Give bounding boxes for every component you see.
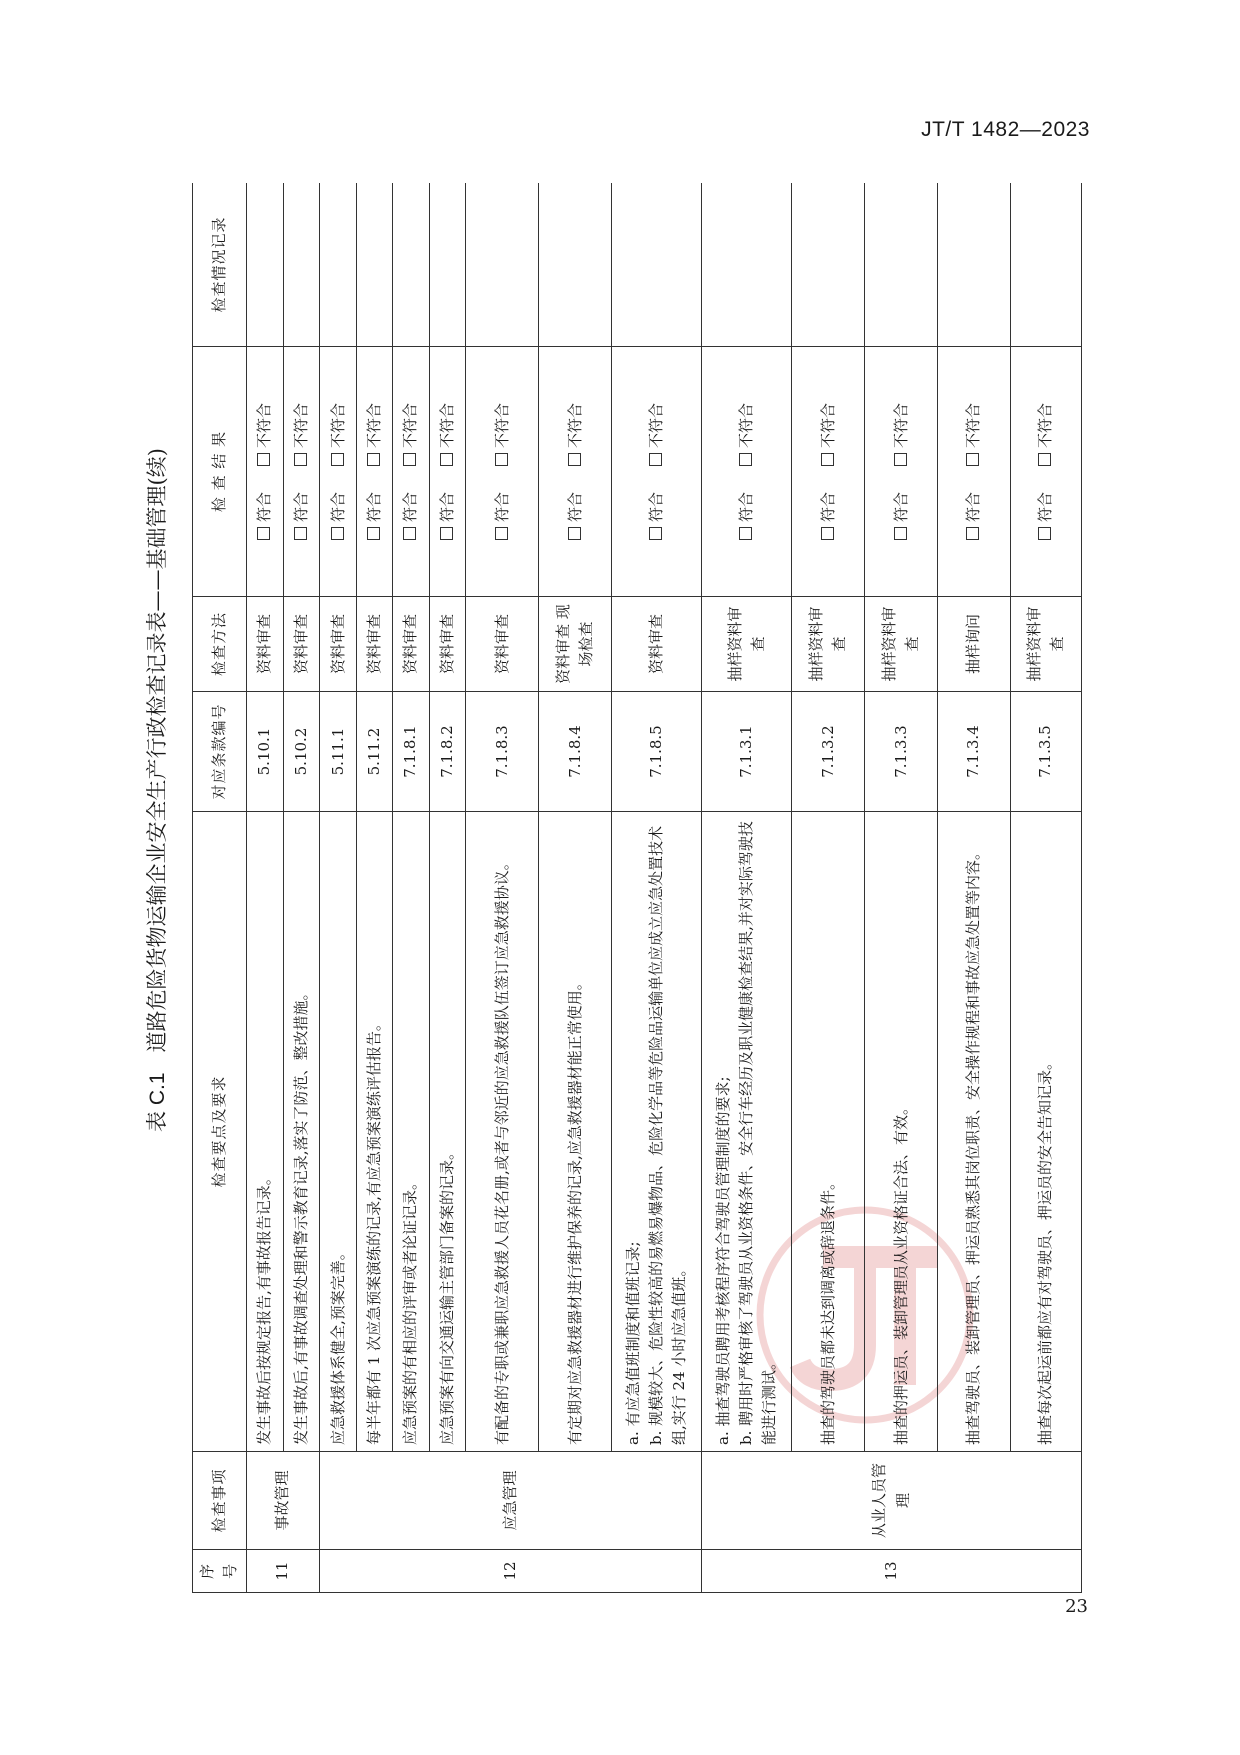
requirement-cell: 有定期对应急救援器材进行维护保养的记录,应急救援器材能正常使用。 xyxy=(539,812,612,1452)
clause-cell: 7.1.3.1 xyxy=(702,692,792,812)
table-row xyxy=(356,183,392,1593)
fail-checkbox[interactable] xyxy=(568,453,581,466)
pass-label: 符合 xyxy=(1036,492,1055,523)
result-cell xyxy=(612,347,702,597)
table-row xyxy=(466,183,539,1593)
result-cell xyxy=(320,347,356,597)
table-row xyxy=(539,183,612,1593)
clause-cell: 7.1.3.2 xyxy=(792,692,865,812)
requirement-cell xyxy=(612,812,702,1452)
pass-label: 符合 xyxy=(365,492,384,523)
method-cell: 抽样资料审查 xyxy=(702,597,792,692)
result-cell xyxy=(792,347,865,597)
record-cell[interactable] xyxy=(356,183,392,347)
result-cell xyxy=(1011,347,1082,597)
record-cell[interactable] xyxy=(284,183,320,347)
table-row xyxy=(865,183,938,1593)
pass-checkbox[interactable] xyxy=(367,527,380,540)
result-cell xyxy=(246,347,284,597)
pass-label: 符合 xyxy=(818,492,837,523)
pass-label: 符合 xyxy=(255,492,274,523)
fail-label: 不符合 xyxy=(647,402,666,448)
fail-label: 不符合 xyxy=(437,402,456,448)
requirement-cell: 应急救援体系健全,预案完善。 xyxy=(320,812,356,1452)
method-cell: 抽样询问 xyxy=(938,597,1011,692)
result-cell xyxy=(702,347,792,597)
record-cell[interactable] xyxy=(429,183,465,347)
record-cell[interactable] xyxy=(792,183,865,347)
requirement-cell: 抽查驾驶员、装卸管理员、押运员熟悉其岗位职责、安全操作规程和事故应急处置等内容。 xyxy=(938,812,1011,1452)
record-cell[interactable] xyxy=(702,183,792,347)
method-cell: 资料审查 xyxy=(612,597,702,692)
table-row xyxy=(429,183,465,1593)
pass-label: 符合 xyxy=(891,492,910,523)
table-header-row xyxy=(193,183,247,1593)
method-cell: 资料审查 现场检查 xyxy=(539,597,612,692)
header-record: 检查情况记录 xyxy=(193,183,247,347)
fail-checkbox[interactable] xyxy=(966,453,979,466)
inspection-table xyxy=(192,183,1082,1593)
clause-cell: 5.11.2 xyxy=(356,692,392,812)
record-cell[interactable] xyxy=(246,183,284,347)
fail-checkbox[interactable] xyxy=(821,453,834,466)
pass-label: 符合 xyxy=(737,492,756,523)
fail-label: 不符合 xyxy=(964,402,983,448)
requirement-line: b. 规模较大、危险性较高的易燃易爆物品、危险化学品等危险品运输单位应成立应急处置技术组,实行 24 小时应急值班。 xyxy=(647,825,689,1445)
table-row xyxy=(1011,183,1082,1593)
header-item: 检查事项 xyxy=(193,1452,247,1550)
table-wrapper xyxy=(192,183,1082,1593)
header-seq: 序号 xyxy=(193,1550,247,1593)
requirement-cell: 抽查的押运员、装卸管理员从业资格证合法、有效。 xyxy=(865,812,938,1452)
pass-label: 符合 xyxy=(565,492,584,523)
pass-checkbox[interactable] xyxy=(1038,527,1051,540)
result-cell xyxy=(429,347,465,597)
record-cell[interactable] xyxy=(466,183,539,347)
fail-label: 不符合 xyxy=(492,402,511,448)
table-row xyxy=(393,183,429,1593)
result-cell xyxy=(539,347,612,597)
method-cell: 资料审查 xyxy=(466,597,539,692)
fail-checkbox[interactable] xyxy=(739,453,752,466)
clause-cell: 5.10.1 xyxy=(246,692,284,812)
fail-checkbox[interactable] xyxy=(1038,453,1051,466)
pass-checkbox[interactable] xyxy=(440,527,453,540)
requirement-cell: 发生事故后,有事故调查处理和警示教育记录,落实了防范、整改措施。 xyxy=(284,812,320,1452)
result-cell xyxy=(284,347,320,597)
pass-checkbox[interactable] xyxy=(966,527,979,540)
table-row xyxy=(938,183,1011,1593)
pass-label: 符合 xyxy=(328,492,347,523)
header-result: 检 查 结 果 xyxy=(193,347,247,597)
requirement-cell xyxy=(702,812,792,1452)
seq-cell: 13 xyxy=(702,1550,1082,1593)
pass-label: 符合 xyxy=(401,492,420,523)
fail-label: 不符合 xyxy=(565,402,584,448)
fail-checkbox[interactable] xyxy=(367,453,380,466)
table-row xyxy=(792,183,865,1593)
item-cell: 事故管理 xyxy=(246,1452,320,1550)
table-title xyxy=(130,140,182,1440)
result-cell xyxy=(356,347,392,597)
pass-checkbox[interactable] xyxy=(821,527,834,540)
table-row xyxy=(702,183,792,1593)
clause-cell: 7.1.3.4 xyxy=(938,692,1011,812)
standard-code: JT/T 1482—2023 xyxy=(921,118,1090,141)
pass-label: 符合 xyxy=(292,492,311,523)
header-clause: 对应条款编号 xyxy=(193,692,247,812)
record-cell[interactable] xyxy=(865,183,938,347)
requirement-cell: 每半年都有 1 次应急预案演练的记录,有应急预案演练评估报告。 xyxy=(356,812,392,1452)
method-cell: 资料审查 xyxy=(429,597,465,692)
pass-label: 符合 xyxy=(492,492,511,523)
fail-label: 不符合 xyxy=(891,402,910,448)
requirement-cell: 应急预案有向交通运输主管部门备案的记录。 xyxy=(429,812,465,1452)
table-row xyxy=(320,183,356,1593)
table-row xyxy=(284,183,320,1593)
fail-label: 不符合 xyxy=(255,402,274,448)
item-cell: 应急管理 xyxy=(320,1452,702,1550)
requirement-line: b. 聘用时严格审核了驾驶员从业资格条件、安全行车经历及职业健康检查结果,并对实际驾驶技能进行测试。 xyxy=(737,821,779,1445)
method-cell: 资料审查 xyxy=(393,597,429,692)
record-cell[interactable] xyxy=(938,183,1011,347)
clause-cell: 7.1.8.2 xyxy=(429,692,465,812)
pass-checkbox[interactable] xyxy=(403,527,416,540)
requirement-cell: 抽查的驾驶员都未达到调离或辞退条件。 xyxy=(792,812,865,1452)
seq-cell: 12 xyxy=(320,1550,702,1593)
table-row xyxy=(612,183,702,1593)
pass-label: 符合 xyxy=(647,492,666,523)
fail-label: 不符合 xyxy=(401,402,420,448)
fail-checkbox[interactable] xyxy=(331,453,344,466)
seq-cell: 11 xyxy=(246,1550,320,1593)
result-cell xyxy=(466,347,539,597)
pass-checkbox[interactable] xyxy=(649,527,662,540)
pass-checkbox[interactable] xyxy=(257,527,270,540)
pass-checkbox[interactable] xyxy=(331,527,344,540)
clause-cell: 7.1.3.3 xyxy=(865,692,938,812)
requirement-cell: 发生事故后按规定报告,有事故报告记录。 xyxy=(246,812,284,1452)
fail-label: 不符合 xyxy=(365,402,384,448)
result-cell xyxy=(865,347,938,597)
table-number: 表 C.1 xyxy=(146,1072,169,1132)
fail-checkbox[interactable] xyxy=(649,453,662,466)
method-cell: 资料审查 xyxy=(246,597,284,692)
clause-cell: 5.11.1 xyxy=(320,692,356,812)
fail-checkbox[interactable] xyxy=(294,453,307,466)
pass-checkbox[interactable] xyxy=(294,527,307,540)
fail-checkbox[interactable] xyxy=(894,453,907,466)
clause-cell: 7.1.8.1 xyxy=(393,692,429,812)
clause-cell: 7.1.8.4 xyxy=(539,692,612,812)
fail-label: 不符合 xyxy=(328,402,347,448)
record-cell[interactable] xyxy=(1011,183,1082,347)
pass-label: 符合 xyxy=(964,492,983,523)
pass-checkbox[interactable] xyxy=(894,527,907,540)
record-cell[interactable] xyxy=(539,183,612,347)
method-cell: 抽样资料审查 xyxy=(1011,597,1082,692)
pass-checkbox[interactable] xyxy=(568,527,581,540)
method-cell: 抽样资料审查 xyxy=(865,597,938,692)
fail-checkbox[interactable] xyxy=(257,453,270,466)
header-requirement: 检查要点及要求 xyxy=(193,812,247,1452)
fail-label: 不符合 xyxy=(737,402,756,448)
method-cell: 抽样资料审查 xyxy=(792,597,865,692)
page-number: 23 xyxy=(1065,1596,1088,1617)
requirement-cell: 抽查每次起运前都应有对驾驶员、押运员的安全告知记录。 xyxy=(1011,812,1082,1452)
fail-checkbox[interactable] xyxy=(495,453,508,466)
method-cell: 资料审查 xyxy=(320,597,356,692)
method-cell: 资料审查 xyxy=(356,597,392,692)
table-title-text: 道路危险货物运输企业安全生产行政检查记录表——基础管理(续) xyxy=(145,448,169,1053)
requirement-cell: 有配备的专职或兼职应急救援人员花名册,或者与邻近的应急救援队伍签订应急救援协议。 xyxy=(466,812,539,1452)
pass-checkbox[interactable] xyxy=(495,527,508,540)
fail-label: 不符合 xyxy=(292,402,311,448)
item-cell: 从业人员管理 xyxy=(702,1452,1082,1550)
fail-checkbox[interactable] xyxy=(403,453,416,466)
record-cell[interactable] xyxy=(393,183,429,347)
pass-label: 符合 xyxy=(437,492,456,523)
fail-checkbox[interactable] xyxy=(440,453,453,466)
record-cell[interactable] xyxy=(612,183,702,347)
method-cell: 资料审查 xyxy=(284,597,320,692)
clause-cell: 5.10.2 xyxy=(284,692,320,812)
fail-label: 不符合 xyxy=(1036,402,1055,448)
header-method: 检查方法 xyxy=(193,597,247,692)
requirement-line: a. 有应急值班制度和值班记录; xyxy=(623,1241,642,1445)
fail-label: 不符合 xyxy=(818,402,837,448)
pass-checkbox[interactable] xyxy=(739,527,752,540)
record-cell[interactable] xyxy=(320,183,356,347)
requirement-cell: 应急预案的有相应的评审或者论证记录。 xyxy=(393,812,429,1452)
clause-cell: 7.1.3.5 xyxy=(1011,692,1082,812)
result-cell xyxy=(393,347,429,597)
clause-cell: 7.1.8.3 xyxy=(466,692,539,812)
result-cell xyxy=(938,347,1011,597)
table-row xyxy=(246,183,284,1593)
clause-cell: 7.1.8.5 xyxy=(612,692,702,812)
requirement-line: a. 抽查驾驶员聘用考核程序符合驾驶员管理制度的要求; xyxy=(713,1076,732,1445)
